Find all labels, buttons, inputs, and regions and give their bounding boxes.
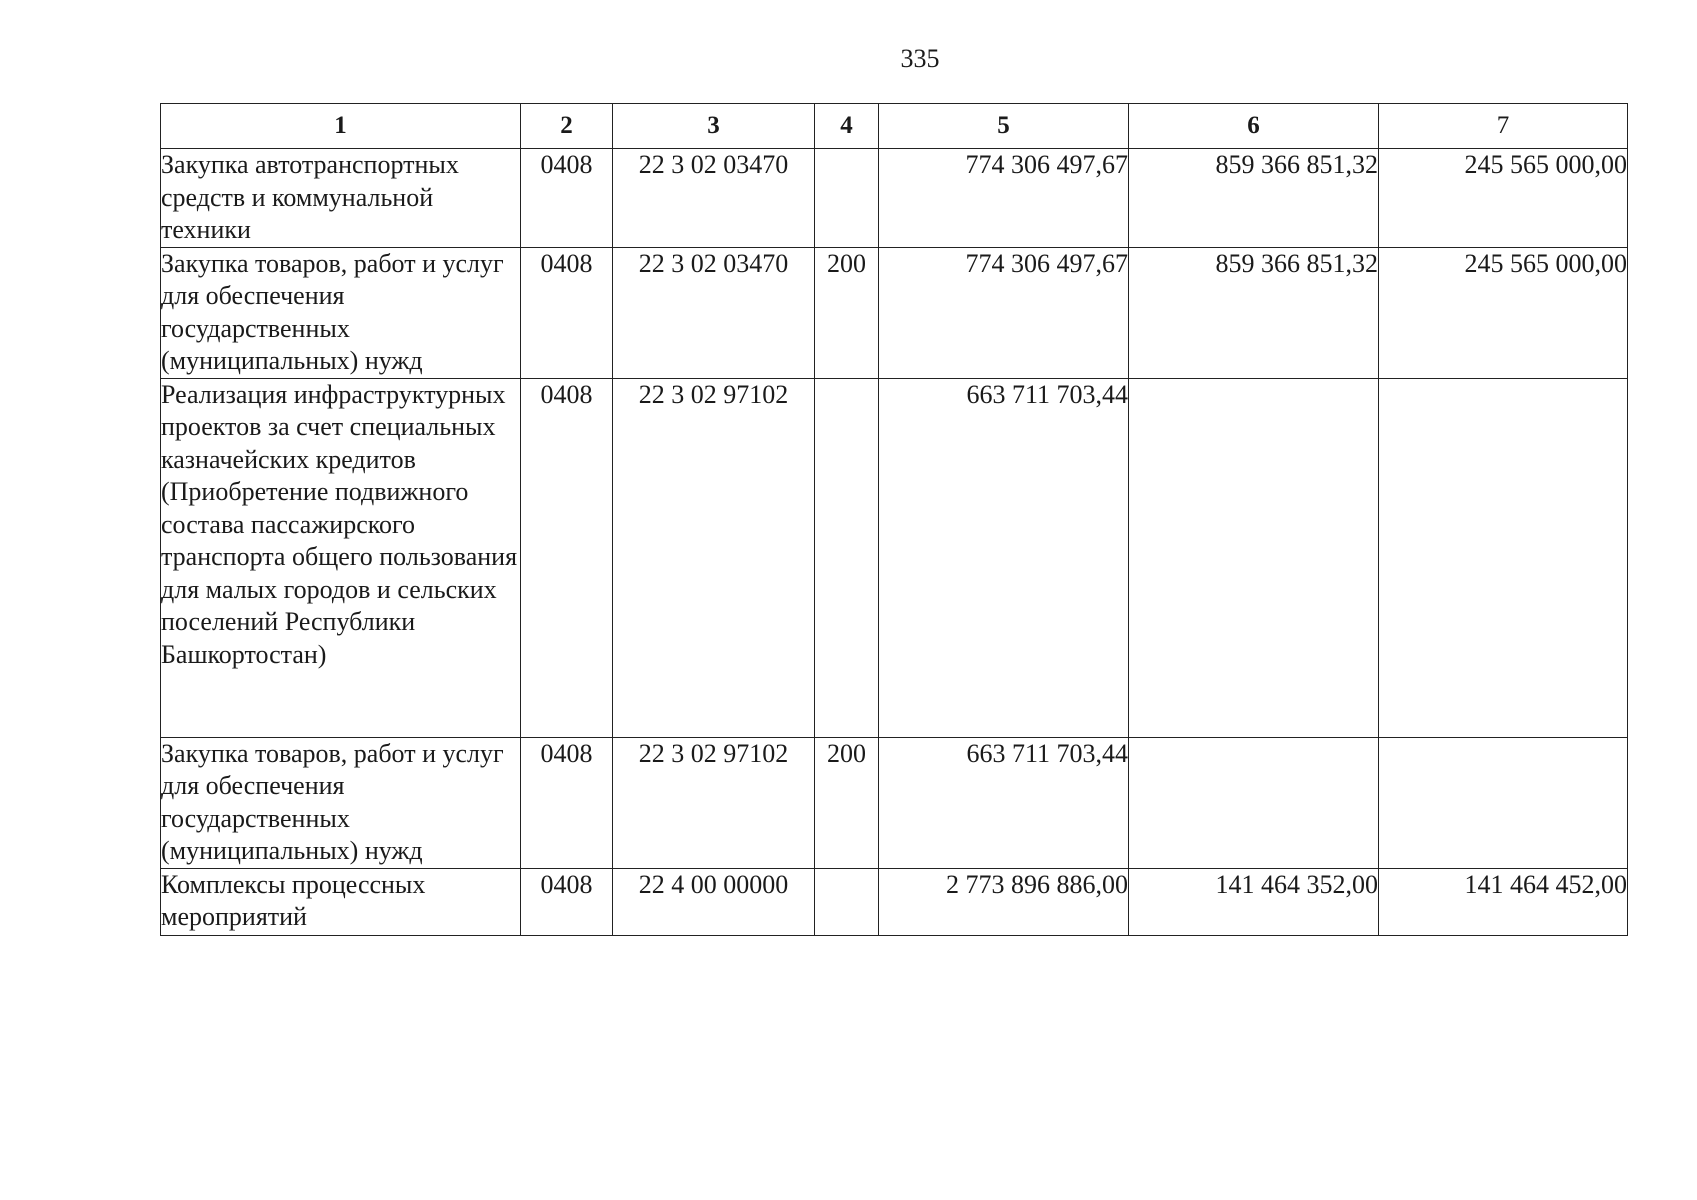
amount-col5: 663 711 703,44 — [879, 378, 1129, 737]
section-code: 0408 — [521, 868, 613, 935]
amount-col6: 859 366 851,32 — [1129, 149, 1379, 248]
target-article-code: 22 4 00 00000 — [613, 868, 815, 935]
column-header-3: 3 — [613, 104, 815, 149]
amount-col5: 774 306 497,67 — [879, 247, 1129, 378]
table-row — [161, 737, 1628, 868]
amount-col5: 663 711 703,44 — [879, 737, 1129, 868]
amount-col7 — [1379, 378, 1628, 737]
amount-col6 — [1129, 378, 1379, 737]
expense-type-code: 200 — [815, 247, 879, 378]
header-row — [161, 104, 1628, 149]
row-name: Закупка автотранспортных средств и коммунальной техники — [161, 149, 521, 248]
target-article-code: 22 3 02 97102 — [613, 378, 815, 737]
amount-col7: 245 565 000,00 — [1379, 149, 1628, 248]
expense-type-code — [815, 868, 879, 935]
target-article-code: 22 3 02 03470 — [613, 149, 815, 248]
table-row — [161, 378, 1628, 737]
page-number: 335 — [900, 44, 940, 73]
section-code: 0408 — [521, 378, 613, 737]
amount-col5: 774 306 497,67 — [879, 149, 1129, 248]
target-article-code: 22 3 02 97102 — [613, 737, 815, 868]
expense-type-code: 200 — [815, 737, 879, 868]
column-header-2: 2 — [521, 104, 613, 149]
amount-col7: 245 565 000,00 — [1379, 247, 1628, 378]
column-header-4: 4 — [815, 104, 879, 149]
table-row — [161, 149, 1628, 248]
column-header-6: 6 — [1129, 104, 1379, 149]
amount-col7 — [1379, 737, 1628, 868]
amount-col6: 859 366 851,32 — [1129, 247, 1379, 378]
row-name: Закупка товаров, работ и услуг для обеспечения государственных (муниципальных) нужд — [161, 247, 521, 378]
column-header-1: 1 — [161, 104, 521, 149]
column-header-5: 5 — [879, 104, 1129, 149]
target-article-code: 22 3 02 03470 — [613, 247, 815, 378]
expense-type-code — [815, 378, 879, 737]
table-row — [161, 247, 1628, 378]
amount-col6: 141 464 352,00 — [1129, 868, 1379, 935]
amount-col6 — [1129, 737, 1379, 868]
budget-table — [160, 103, 1628, 936]
row-name: Комплексы процессных мероприятий — [161, 868, 521, 935]
section-code: 0408 — [521, 737, 613, 868]
amount-col5: 2 773 896 886,00 — [879, 868, 1129, 935]
row-name: Закупка товаров, работ и услуг для обеспечения государственных (муниципальных) нужд — [161, 737, 521, 868]
expense-type-code — [815, 149, 879, 248]
column-header-7: 7 — [1379, 104, 1628, 149]
section-code: 0408 — [521, 149, 613, 248]
row-name: Реализация инфраструктурных проектов за счет специальных казначейских кредитов (Приобретение подвижного состава пассажирского транспорта общего пользования для малых городов и сельских поселений Республики Башкортостан) — [161, 378, 521, 737]
table-row — [161, 868, 1628, 935]
section-code: 0408 — [521, 247, 613, 378]
amount-col7: 141 464 452,00 — [1379, 868, 1628, 935]
